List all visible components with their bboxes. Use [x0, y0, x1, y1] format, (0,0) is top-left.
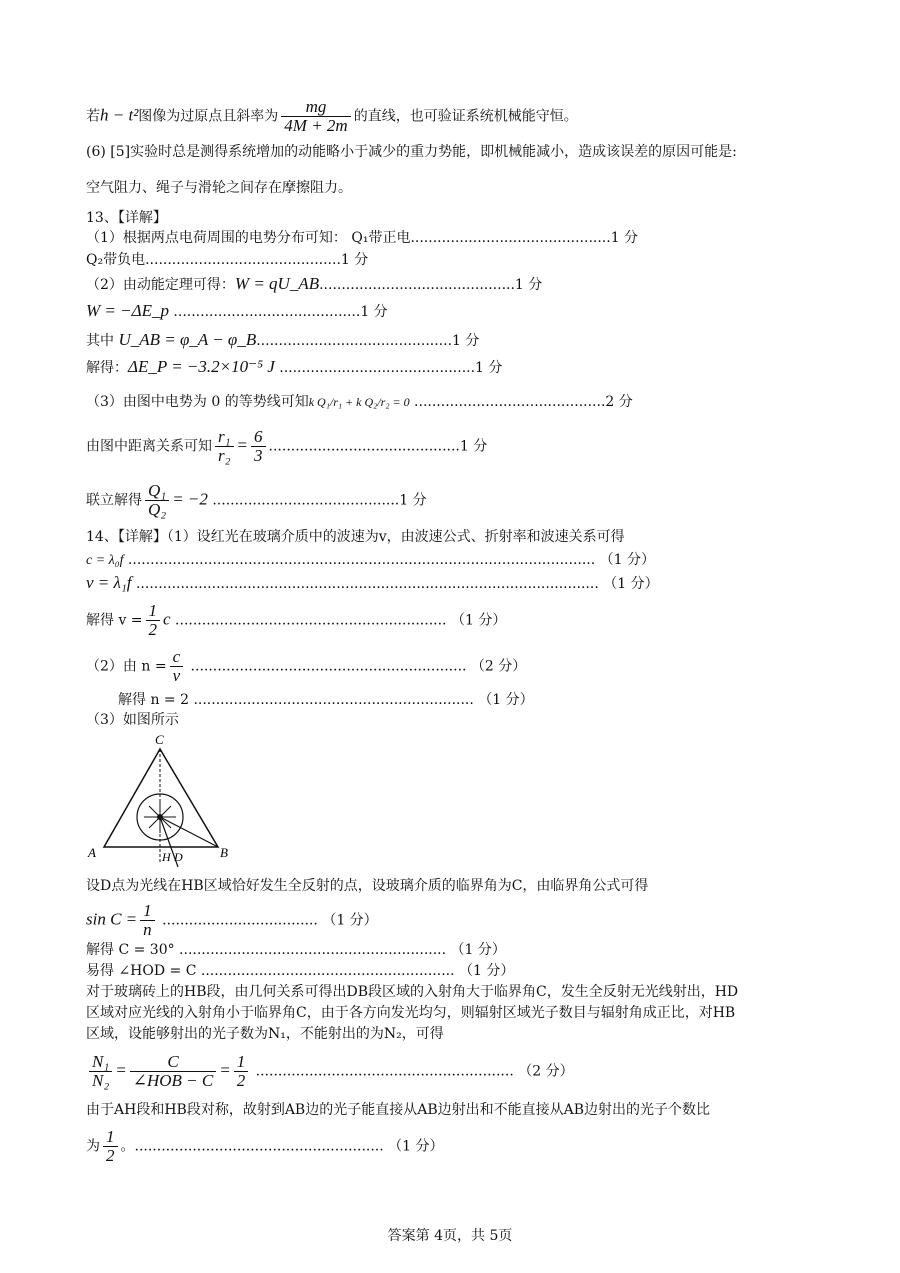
text-line-22 [86, 902, 378, 939]
fraction-denominator: Q₂ [148, 500, 167, 519]
math-expression: W = qU_AB [234, 274, 320, 293]
fraction-denominator: n [143, 920, 152, 939]
text-line-28: $\frac{\text{N₁}}{\text{N₂}}$ = $\frac{C}{\text{∠HOB − C}}$ = $\frac{1}{2}$ .......................................................... （2 分） [86, 1053, 574, 1090]
fraction [130, 1053, 217, 1090]
text: 其中 [86, 333, 119, 349]
label-B: B [220, 845, 228, 860]
text: 为 [86, 1138, 100, 1155]
text: 若 [86, 108, 100, 125]
math-expression: k Q₁/r₁ + k Q₂/r₂ = 0 [308, 395, 410, 409]
score-dots: ............................................1 分 [274, 360, 503, 376]
fraction-numerator: 1 [234, 1053, 249, 1072]
math-expression: sin C = [86, 909, 138, 929]
text-line-18 [86, 648, 526, 685]
fraction-denominator: 4M + 2m [284, 116, 348, 135]
score-dots: .............................................................. （2 分） [186, 658, 527, 675]
fraction-denominator: v [172, 666, 181, 685]
fraction [281, 98, 350, 135]
fraction-numerator: c [170, 648, 184, 667]
score-dots: ......................................................................................................... （1 分） [123, 552, 656, 568]
score-dots: .......................................................... （2 分） [251, 1063, 574, 1080]
math-expression: v = λ₁f [86, 573, 132, 592]
fraction-numerator: r₁ [215, 428, 234, 447]
text-line-8 [86, 301, 388, 322]
text: 的直线，也可验证系统机械能守恒。 [353, 108, 578, 125]
score-dots: ............................................1 分 [319, 277, 543, 293]
score-dots: ...........................................2 分 [409, 394, 633, 410]
score-dots: ...........................................1 分 [268, 438, 488, 455]
text-line-13 [86, 482, 427, 519]
fraction [146, 602, 161, 639]
math-expression: U_AB = φ_A − φ_B [118, 330, 257, 349]
text-line-26: 区域对应光线的入射角小于临界角C，由于各方向发光均匀，则辐射区域光子数目与辐射角成正比，对HB [86, 1005, 736, 1021]
text: （2）由 n = [86, 658, 167, 675]
text-line-30 [86, 1128, 444, 1165]
text-line-27: 区域，设能够射出的光子数为N₁，不能射出的为N₂，可得 [86, 1026, 444, 1042]
math-expression: ΔE_P = −3.2×10⁻⁵ J [128, 357, 275, 376]
math-expression: h − t² [100, 105, 139, 125]
fraction-numerator: 1 [140, 902, 155, 921]
math-expression: = −2 [172, 489, 208, 509]
text-line-6: Q₂带负电............................................1 分 [86, 252, 369, 268]
score-dots: 。........................................................ （1 分） [120, 1138, 444, 1155]
text-line-20: （3）如图所示 [86, 712, 179, 728]
score-dots: ..........................................1 分 [168, 304, 388, 320]
fraction-denominator: 2 [236, 1071, 246, 1090]
triangle-outline [104, 749, 218, 847]
score-dots: ........................................................................................................ （1 分） [131, 576, 659, 592]
fraction [170, 648, 184, 685]
fraction [140, 902, 155, 939]
fraction-numerator: C [130, 1053, 217, 1072]
text-line-10 [86, 357, 502, 378]
text: 图像为过原点且斜率为 [138, 108, 279, 125]
fraction-numerator: Q₁ [145, 482, 169, 501]
label-A: A [88, 845, 96, 860]
label-H: H [162, 850, 171, 864]
label-C: C [155, 733, 164, 747]
text-line-15 [86, 550, 655, 571]
page-footer: 答案第 4页，共 5页 [387, 1228, 513, 1244]
text-line-24: 易得 ∠HOD = C ......................................................... （1 分） [86, 963, 515, 979]
text-line-23: 解得 C = 30° ............................................................ （1 分） [86, 942, 506, 958]
text-line-25: 对于玻璃砖上的HB段，由几何关系可得出DB段区域的入射角大于临界角C，发生全反射无光线射出，HD [86, 984, 739, 1000]
text-line-2: (6) [5]实验时总是测得系统增加的动能略小于减少的重力势能，即机械能减小，造成该误差的原因可能是: [86, 144, 737, 160]
fraction-denominator: r₂ [218, 446, 231, 465]
section-heading-13: 13、【详解】 [86, 210, 167, 226]
text-line-9 [86, 330, 479, 351]
text: 解得 v = [86, 612, 143, 629]
fraction-numerator: N₁ [89, 1053, 112, 1072]
triangle-figure [84, 733, 234, 868]
text-line-29: 由于AH段和HB段对称，故射到AB边的光子能直接从AB边射出和不能直接从AB边射出的光子个数比 [86, 1102, 711, 1118]
math-expression: W = −ΔE_p [86, 301, 169, 320]
score-dots: ............................................1 分 [256, 333, 480, 349]
text-line-7 [86, 274, 542, 295]
fraction [145, 482, 169, 519]
math-expression: c [163, 609, 171, 629]
text-line-1 [86, 98, 578, 135]
fraction-numerator: mg [281, 98, 350, 117]
fraction [234, 1053, 249, 1090]
fraction-denominator: 3 [254, 446, 263, 465]
math-expression: c = λ₀f [86, 553, 124, 568]
fraction-numerator: 6 [251, 428, 266, 447]
text: 由图中距离关系可知 [86, 438, 212, 455]
text-line-3: 空气阻力、绳子与滑轮之间存在摩擦阻力。 [86, 180, 352, 196]
score-dots: ............................................................. （1 分） [170, 612, 507, 629]
text: （2）由动能定理可得： [86, 277, 235, 293]
text-line-17 [86, 602, 506, 639]
text-line-12: 由图中距离关系可知 $\frac{\text{r₁}}{\text{r₂}}$ = $\frac{6}{3}$ ...........................................1 分 [86, 427, 488, 465]
fraction-denominator: 2 [148, 620, 158, 639]
section-heading-14: 14、【详解】（1）设红光在玻璃介质中的波速为v，由波速公式、折射率和波速关系可得 [86, 529, 625, 545]
fraction [103, 1128, 118, 1165]
text-line-16 [86, 573, 659, 594]
score-dots: ................................... （1 分） [157, 912, 378, 929]
fraction-denominator: ∠HOB − C [132, 1071, 214, 1090]
fraction [251, 428, 266, 465]
score-dots: ..........................................1 分 [207, 492, 427, 509]
fraction-numerator: 1 [146, 602, 161, 621]
fraction [89, 1053, 112, 1090]
text: 联立解得 [86, 492, 142, 509]
text-line-11 [86, 392, 633, 412]
text: （3）由图中电势为 0 的等势线可知 [86, 394, 309, 410]
label-D: D [174, 850, 183, 864]
fraction-numerator: 1 [103, 1128, 118, 1147]
fraction [215, 428, 234, 465]
text-line-5: （1）根据两点电荷周围的电势分布可知： Q₁带正电.............................................1 分 [86, 230, 639, 246]
text: 解得： [86, 360, 128, 376]
text-line-19: 解得 n = 2 ............................................................... （1 分） [118, 692, 534, 708]
text-line-21: 设D点为光线在HB区域恰好发生全反射的点，设玻璃介质的临界角为C，由临界角公式可得 [86, 878, 649, 894]
fraction-denominator: N₂ [92, 1071, 110, 1090]
fraction-denominator: 2 [106, 1146, 115, 1165]
